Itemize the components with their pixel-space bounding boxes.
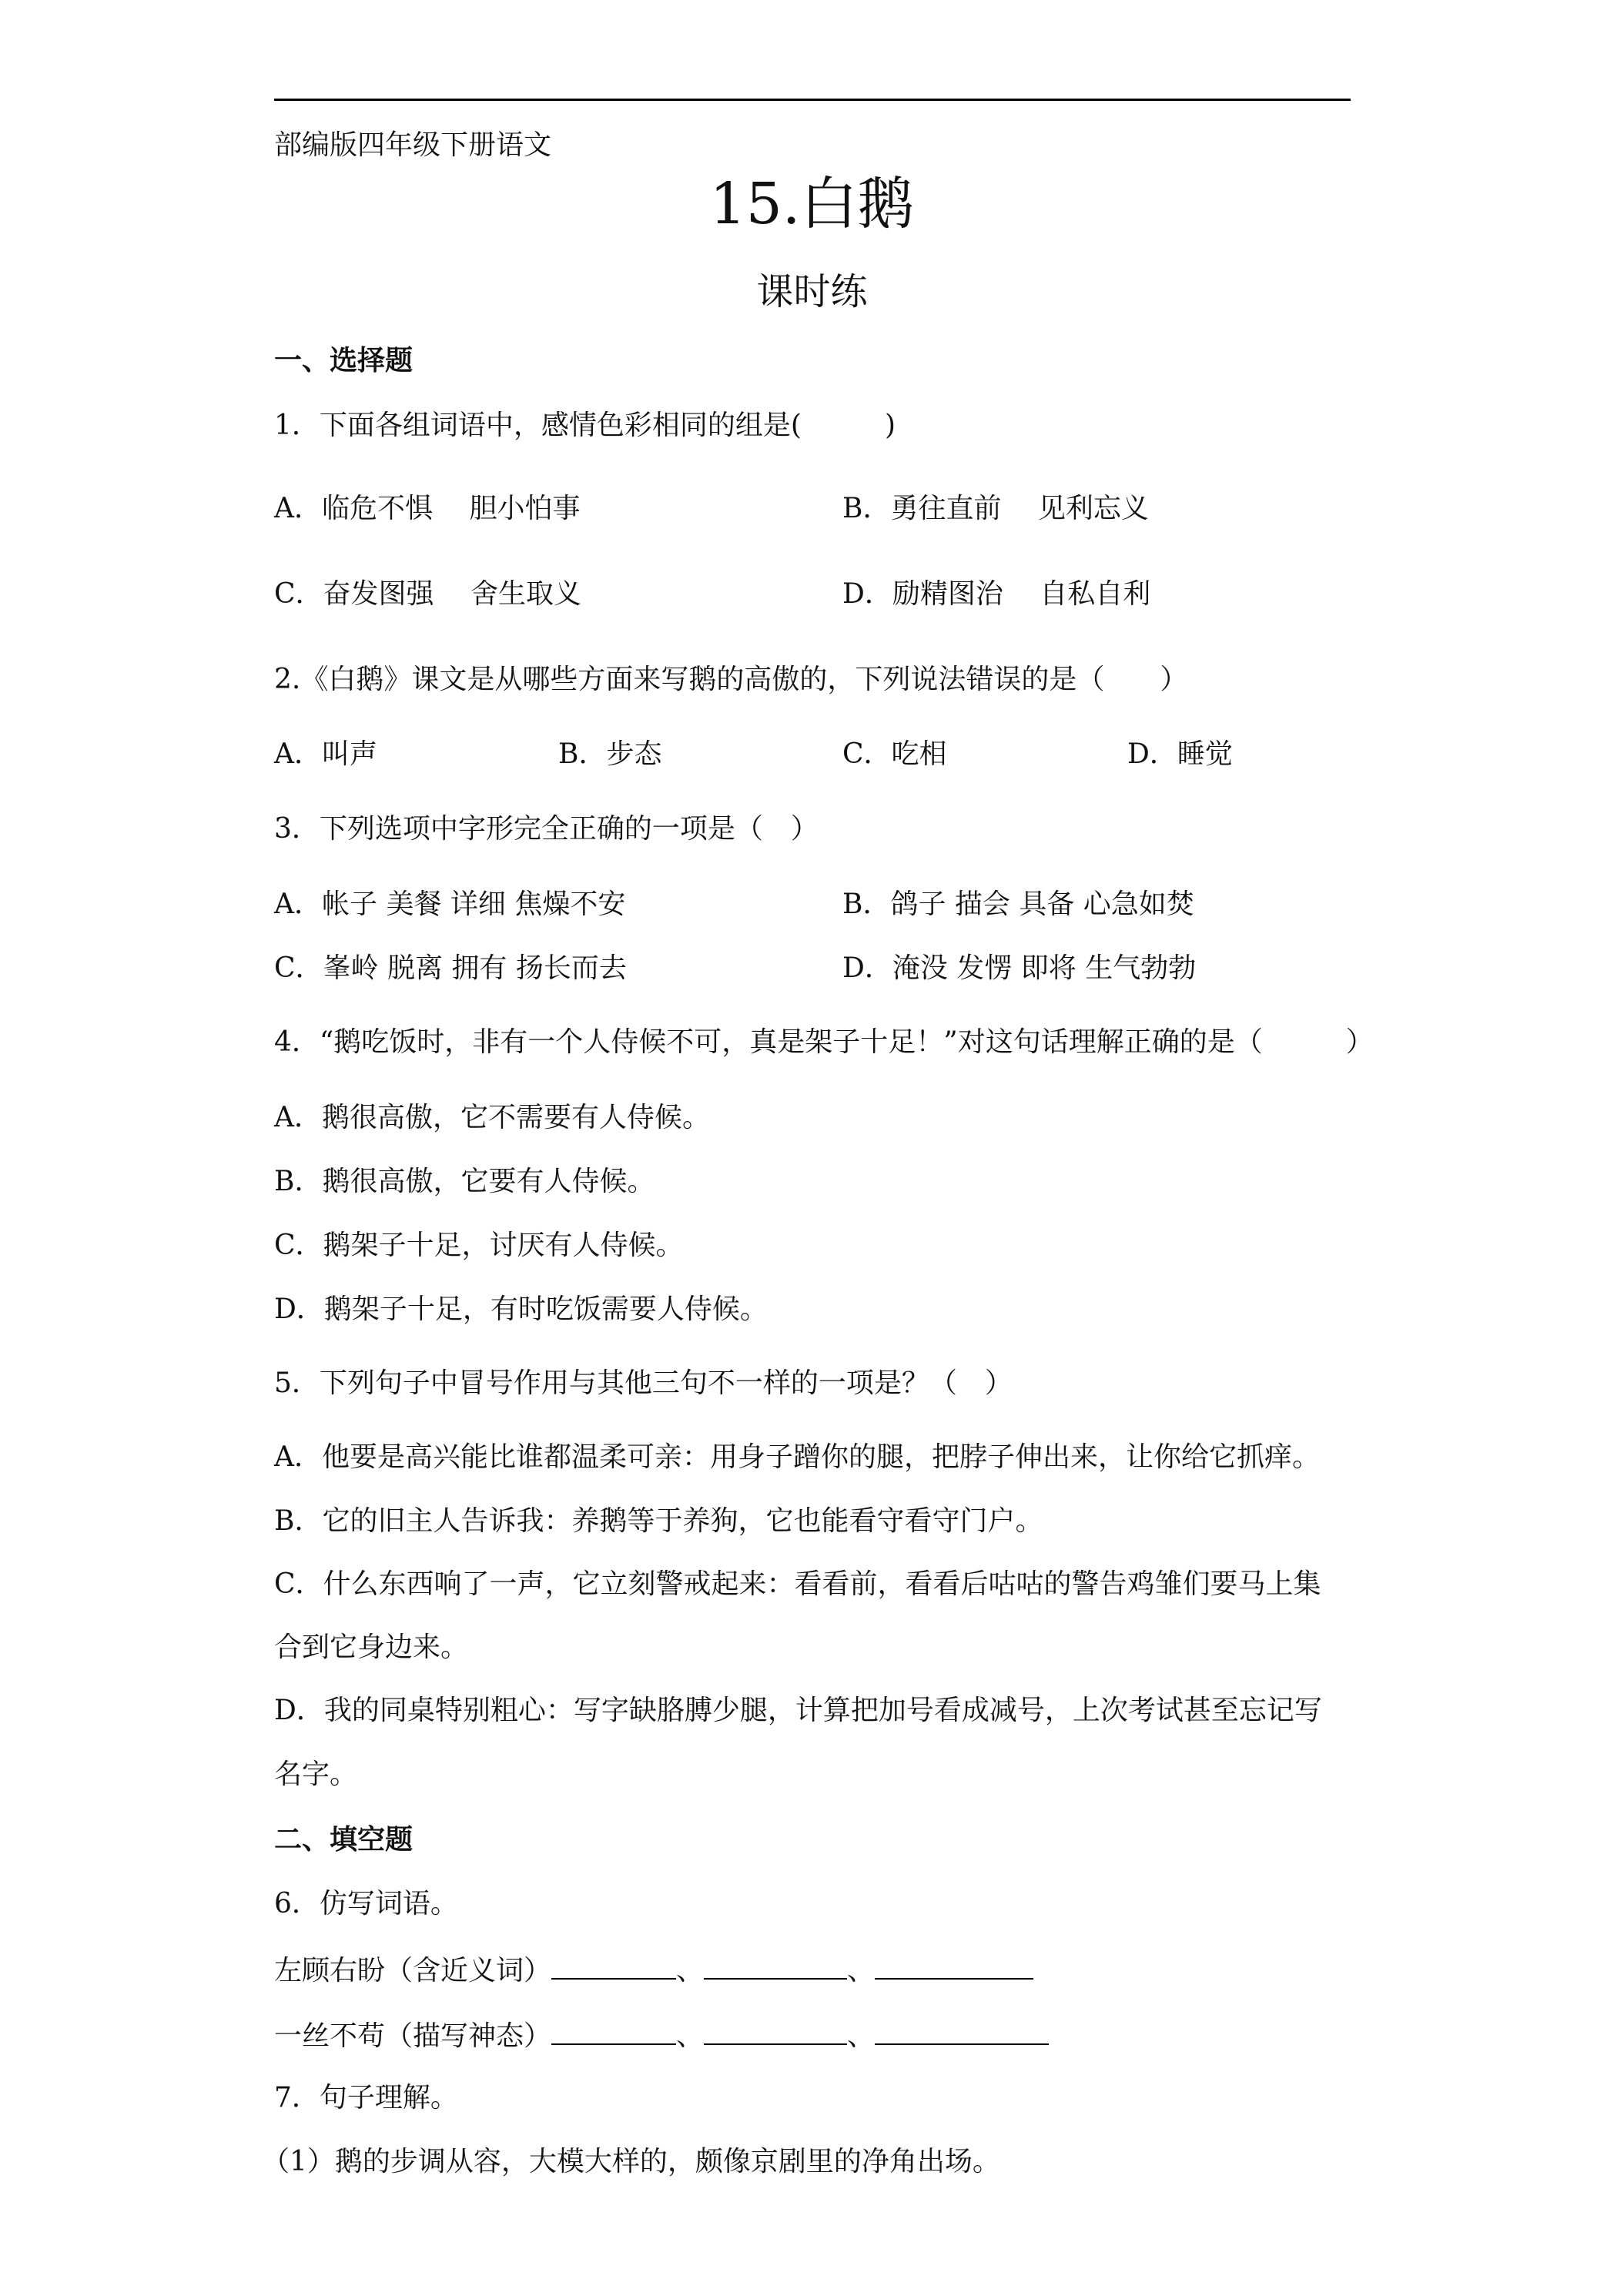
section-heading-fill: 二、填空题 bbox=[274, 1823, 414, 1856]
question-5-option-b: B．它的旧主人告诉我：养鹅等于养狗，它也能看守看守门户。 bbox=[274, 1505, 1043, 1537]
question-5-option-a: A．他要是高兴能比谁都温柔可亲：用身子蹭你的腿，把脖子伸出来，让你给它抓痒。 bbox=[274, 1441, 1320, 1473]
question-2-option-a: A．叫声 bbox=[274, 738, 377, 770]
blank-separator: 、 bbox=[847, 1955, 876, 1986]
question-7-stem: 7．句子理解。 bbox=[274, 2082, 458, 2114]
answer-blank[interactable] bbox=[704, 1955, 847, 1980]
question-5-option-d-line2: 名字。 bbox=[274, 1759, 358, 1790]
question-2-stem: 2.《白鹅》课文是从哪些方面来写鹅的高傲的，下列说法错误的是（ ） bbox=[274, 664, 1188, 695]
blank-separator: 、 bbox=[676, 1955, 705, 1986]
question-1-option-d: D．励精图治 自私自利 bbox=[842, 578, 1151, 610]
header-rule bbox=[274, 99, 1351, 101]
answer-blank[interactable] bbox=[875, 1955, 1033, 1980]
question-3-option-c: C．峯岭 脱离 拥有 扬长而去 bbox=[274, 952, 627, 984]
answer-blank[interactable] bbox=[875, 2020, 1049, 2045]
blank-separator: 、 bbox=[676, 2020, 705, 2052]
question-1-option-a: A．临危不惧 胆小怕事 bbox=[274, 493, 581, 524]
answer-blank[interactable] bbox=[704, 2020, 847, 2045]
question-3-option-a: A．帐子 美餐 详细 焦燥不安 bbox=[274, 889, 626, 920]
question-6-line-1-label: 左顾右盼（含近义词） bbox=[274, 1955, 552, 1986]
question-4-stem: 4．“鹅吃饭时，非有一个人侍候不可，真是架子十足！”对这句话理解正确的是（ ） bbox=[274, 1026, 1374, 1058]
question-3-option-b: B．鸽子 描会 具备 心急如焚 bbox=[842, 889, 1194, 920]
question-3-option-d: D．淹没 发愣 即将 生气勃勃 bbox=[842, 952, 1197, 984]
question-2-option-d: D．睡觉 bbox=[1127, 738, 1233, 770]
question-1-option-b: B．勇往直前 见利忘义 bbox=[842, 493, 1149, 524]
question-2-option-c: C．吃相 bbox=[842, 738, 947, 770]
question-5-option-c-line2: 合到它身边来。 bbox=[274, 1632, 469, 1663]
question-6-stem: 6．仿写词语。 bbox=[274, 1888, 458, 1919]
question-4-option-c: C．鹅架子十足，讨厌有人侍候。 bbox=[274, 1230, 684, 1261]
question-1-stem: 1．下面各组词语中，感情色彩相同的组是( ) bbox=[274, 410, 896, 441]
section-heading-choice: 一、选择题 bbox=[274, 344, 414, 377]
header-text: 部编版四年级下册语文 bbox=[274, 129, 552, 161]
question-7-sub-1: （1）鹅的步调从容，大模大样的，颇像京剧里的净角出场。 bbox=[262, 2146, 1000, 2177]
answer-blank[interactable] bbox=[551, 1955, 676, 1980]
blank-separator: 、 bbox=[847, 2020, 876, 2052]
question-6-line-2 bbox=[274, 2020, 1049, 2050]
question-4-option-b: B．鹅很高傲，它要有人侍候。 bbox=[274, 1166, 655, 1197]
question-6-line-2-label: 一丝不苟（描写神态） bbox=[274, 2020, 552, 2052]
page-subtitle: 课时练 bbox=[756, 270, 868, 313]
question-2-option-b: B．步态 bbox=[558, 738, 662, 770]
question-4-option-a: A．鹅很高傲，它不需要有人侍候。 bbox=[274, 1102, 710, 1133]
question-5-option-c-line1: C．什么东西响了一声，它立刻警戒起来：看看前，看看后咕咕的警告鸡雏们要马上集 bbox=[274, 1568, 1321, 1600]
question-5-option-d-line1: D．我的同桌特别粗心：写字缺胳膊少腿，计算把加号看成减号，上次考试甚至忘记写 bbox=[274, 1695, 1322, 1726]
question-1-option-c: C．奋发图强 舍生取义 bbox=[274, 578, 581, 610]
question-5-stem: 5．下列句子中冒号作用与其他三句不一样的一项是？（ ） bbox=[274, 1367, 1013, 1399]
question-4-option-d: D．鹅架子十足，有时吃饭需要人侍候。 bbox=[274, 1294, 768, 1325]
answer-blank[interactable] bbox=[551, 2020, 676, 2045]
question-3-stem: 3．下列选项中字形完全正确的一项是（ ） bbox=[274, 813, 819, 845]
page-title: 15.白鹅 bbox=[709, 171, 915, 237]
question-6-line-1 bbox=[274, 1955, 1033, 1985]
